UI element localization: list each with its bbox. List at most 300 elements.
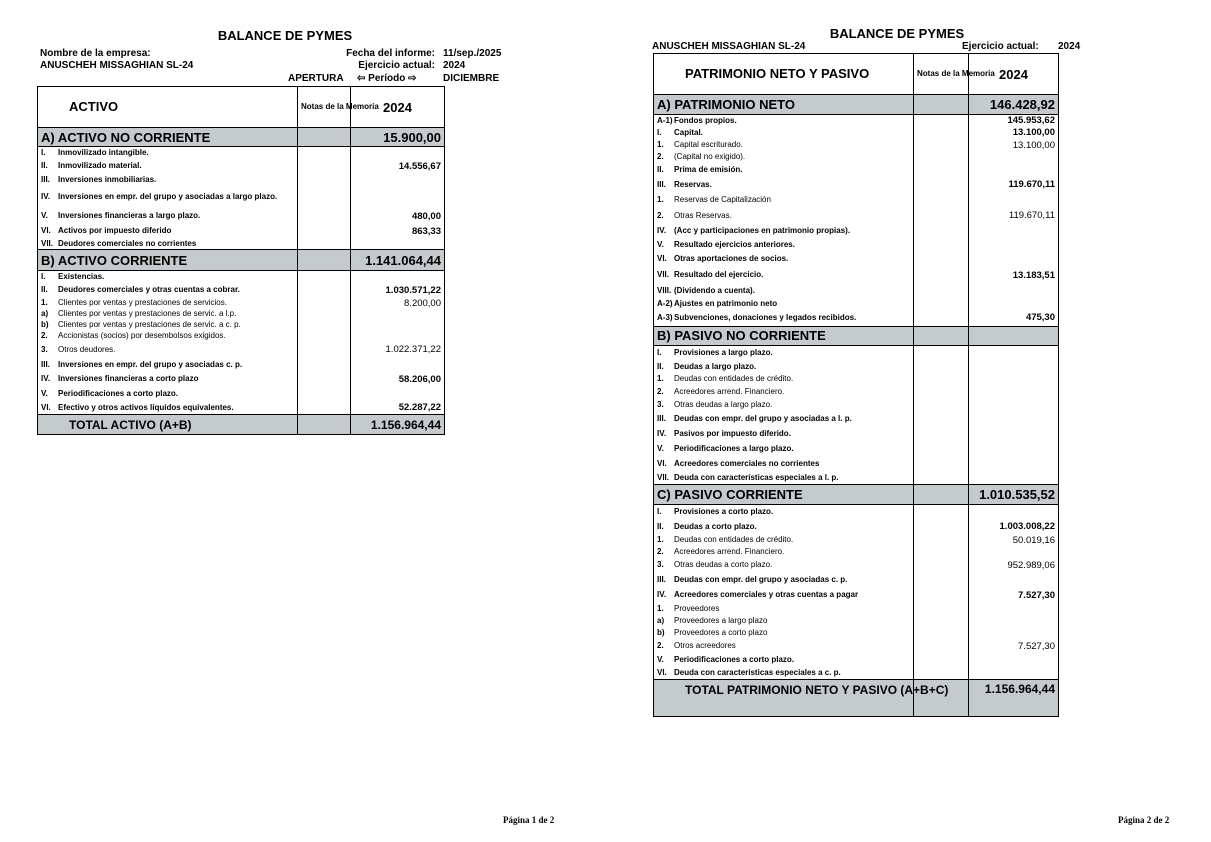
table-row [654,471,1059,484]
notes-cell [298,209,351,224]
notes-cell [914,411,969,426]
notes-cell [298,283,351,298]
notes-cell [914,471,969,484]
fiscal-year-label: Ejercicio actual: [358,60,435,71]
row-value [969,615,1059,627]
row-number: 3. [657,399,664,409]
row-label: Deuda con características especiales a l. p. [674,472,839,482]
row-value [969,193,1059,207]
row-value: 14.556,67 [351,159,445,174]
row-number: VII. [41,239,54,248]
row-number: V. [41,211,48,221]
row-label: Otras aportaciones de socios. [674,254,789,264]
row-number: II. [657,164,664,174]
notes-cell [298,358,351,372]
row-label: (Dividendo a cuenta). [674,285,755,295]
period-to: DICIEMBRE [443,73,500,84]
notes-cell [914,572,969,587]
notes-cell [914,456,969,471]
section-value: 15.900,00 [351,128,445,147]
table-row [654,385,1059,398]
table-row [654,587,1059,603]
table-row [654,126,1059,139]
row-number: IV. [657,226,667,236]
table-row [654,627,1059,639]
table-row [654,224,1059,238]
notes-cell [914,207,969,224]
table-row [38,331,445,342]
table-row [654,238,1059,252]
row-label: Accionistas (socios) por desembolsos exigidos. [58,331,226,341]
table-row [654,546,1059,558]
row-label: Inversiones en empr. del grupo y asociadas c. p. [58,359,243,369]
row-number: VI. [657,668,667,677]
period-from: APERTURA [288,73,344,84]
page-1 [0,0,600,842]
row-label: Resultado del ejercicio. [674,270,764,280]
notes-cell [298,224,351,239]
row-value [969,627,1059,639]
table-row [654,310,1059,326]
row-value [969,360,1059,373]
table-row [654,398,1059,411]
notes-cell [914,426,969,441]
row-value [969,441,1059,456]
table-row [38,358,445,372]
row-number: I. [657,127,662,137]
row-label: Provisiones a corto plazo. [674,507,774,516]
row-value [969,653,1059,667]
table-row [654,519,1059,534]
row-value: 1.003.008,22 [969,519,1059,534]
notes-cell [914,266,969,284]
table-row [654,534,1059,546]
company-name: ANUSCHEH MISSAGHIAN SL-24 [652,41,806,52]
section-label: A) PATRIMONIO NETO [654,95,914,115]
notes-cell [914,546,969,558]
table-row [654,456,1059,471]
row-value [351,309,445,320]
report-date-label: Fecha del informe: [346,48,435,59]
row-label: Periodificaciones a largo plazo. [674,443,794,453]
table-row [38,309,445,320]
table-row [38,298,445,309]
row-number: V. [657,443,664,453]
row-label: Proveedores a corto plazo [674,628,768,638]
notes-cell [914,639,969,653]
row-label: Acreedores arrend. Financiero. [674,547,785,557]
notes-cell [914,297,969,310]
notes-cell [914,151,969,163]
notes-cell [914,193,969,207]
table-row [654,558,1059,572]
notes-cell [914,385,969,398]
row-number: III. [41,174,50,184]
row-number: 1. [41,298,48,308]
notes-cell [914,252,969,266]
row-number: 2. [657,386,664,396]
page-2 [605,0,1211,842]
row-label: Subvenciones, donaciones y legados recibidos. [674,313,857,322]
notes-cell [914,603,969,615]
patrimonio-title: PATRIMONIO NETO Y PASIVO [685,66,870,81]
row-number: 2. [657,210,664,220]
section-label: B) PASIVO NO CORRIENTE [654,326,914,345]
row-value [969,572,1059,587]
total-value: 1.156.964,44 [351,415,445,435]
notes-cell [914,224,969,238]
row-label: Deudas con empr. del grupo y asociadas c. p. [674,574,848,584]
row-number: A-1) [657,115,673,125]
notes-cell [914,627,969,639]
table-row [654,572,1059,587]
row-label: Fondos propios. [674,115,737,125]
row-label: Prima de emisión. [674,164,743,174]
row-label: Activos por impuesto diferido [58,226,172,236]
table-row [38,283,445,298]
company-name: ANUSCHEH MISSAGHIAN SL-24 [40,60,194,71]
row-number: II. [657,521,664,531]
row-label: Ajustes en patrimonio neto [674,298,778,308]
table-row [654,653,1059,667]
notes-cell [914,126,969,139]
table-row [38,387,445,401]
notes-cell [914,519,969,534]
notes-cell [914,176,969,193]
row-label: (Capital no exigido). [674,152,746,162]
notes-cell [298,271,351,283]
row-number: 1. [657,140,664,150]
row-number: 2. [41,331,48,341]
row-value [351,271,445,283]
row-number: VI. [657,254,667,264]
table-row [654,193,1059,207]
notes-cell [914,398,969,411]
row-value: 58.206,00 [351,372,445,387]
row-value: 863,33 [351,224,445,239]
report-date: 11/sep./2025 [443,48,502,59]
row-number: 2. [657,152,664,162]
notes-cell [298,309,351,320]
table-row [654,441,1059,456]
table-row [38,159,445,174]
row-label: Otros deudores. [58,344,116,354]
row-number: VII. [657,270,670,280]
fiscal-year: 2024 [1058,41,1081,52]
fiscal-year-label: Ejercicio actual: [962,41,1039,52]
row-label: Deudores comerciales y otras cuentas a cobrar. [58,285,240,295]
table-row [38,401,445,415]
row-label: Inmovilizado intangible. [58,148,149,157]
row-value [969,456,1059,471]
row-value [351,387,445,401]
table-row [38,174,445,186]
table-row [654,411,1059,426]
row-value [969,411,1059,426]
row-number: I. [41,272,46,281]
notes-cell [914,615,969,627]
row-value: 52.287,22 [351,401,445,415]
row-value [969,297,1059,310]
row-number: 2. [657,547,664,557]
table-row [654,345,1059,360]
notes-cell [298,342,351,358]
table-row [38,186,445,209]
row-label: Deudas con entidades de crédito. [674,374,794,384]
notes-cell [298,298,351,309]
table-row [654,284,1059,297]
row-value: 1.022.371,22 [351,342,445,358]
row-label: Reservas. [674,179,712,189]
notes-cell [914,238,969,252]
page-title: BALANCE DE PYMES [217,28,353,43]
row-label: Proveedores a largo plazo [674,616,768,626]
activo-title: ACTIVO [69,99,119,114]
row-number: V. [657,655,664,665]
row-number: VI. [41,402,51,412]
row-number: III. [657,179,666,189]
table-row [654,639,1059,653]
row-number: I. [657,507,662,516]
row-value: 1.030.571,22 [351,283,445,298]
row-number: a) [41,309,49,319]
row-label: Inmovilizado material. [58,161,142,171]
notes-cell [914,534,969,546]
table-row [654,252,1059,266]
notes-cell [914,284,969,297]
year-header: 2024 [999,66,1028,82]
row-value [969,163,1059,176]
row-number: VI. [41,226,51,236]
notes-cell [914,504,969,519]
section-value: 1.141.064,44 [351,250,445,271]
row-number: 1. [657,535,664,545]
section-value: 146.428,92 [969,95,1059,115]
page-footer: Página 1 de 2 [503,815,555,825]
row-label: Acreedores comerciales y otras cuentas a pagar [674,590,859,600]
row-number: 3. [41,344,48,354]
row-number: I. [657,348,662,357]
row-value [969,667,1059,679]
notes-cell [914,345,969,360]
row-value [969,603,1059,615]
row-label: Inversiones financieras a largo plazo. [58,211,201,221]
row-value: 8.200,00 [351,298,445,309]
table-row [654,373,1059,385]
row-label: Deudas con empr. del grupo y asociadas a l. p. [674,413,852,423]
row-value [969,504,1059,519]
row-number: III. [657,574,666,584]
table-row [654,115,1059,127]
row-value [351,331,445,342]
row-label: Otras deudas a largo plazo. [674,399,773,409]
row-number: VIII. [657,285,672,295]
row-value: 7.527,30 [969,639,1059,653]
row-label: Periodificaciones a corto plazo. [674,655,795,665]
row-value [969,252,1059,266]
row-value [969,373,1059,385]
notes-cell [298,239,351,250]
notes-cell [298,174,351,186]
row-label: Acreedores comerciales no corrientes [674,458,820,468]
row-number: III. [41,359,50,369]
row-value [351,358,445,372]
row-label: Deudas a corto plazo. [674,521,757,531]
period-label: ⇦ Período ⇨ [357,73,417,84]
row-label: Resultado ejercicios anteriores. [674,240,795,250]
total-value: 1.156.964,44 [969,679,1059,716]
row-label: Deudores comerciales no corrientes [58,239,197,248]
activo-table [37,86,445,435]
row-value [969,398,1059,411]
table-row [654,426,1059,441]
row-number: IV. [41,192,51,202]
row-number: VII. [657,472,670,482]
table-row [38,147,445,159]
row-value: 475,30 [969,310,1059,326]
row-label: Clientes por ventas y prestaciones de servicios. [58,298,227,308]
section-value: 1.010.535,52 [969,484,1059,504]
table-row [38,224,445,239]
fiscal-year: 2024 [443,60,466,71]
row-label: Capital escriturado. [674,140,743,150]
table-row [654,504,1059,519]
row-value: 145.953,62 [969,115,1059,127]
row-number: 1. [657,604,664,614]
row-number: 3. [657,560,664,570]
row-value [969,385,1059,398]
row-label: Existencias. [58,272,105,281]
row-value: 7.527,30 [969,587,1059,603]
row-value [969,471,1059,484]
row-number: II. [41,285,48,295]
notes-cell [914,373,969,385]
table-row [654,163,1059,176]
page-footer: Página 2 de 2 [1118,815,1170,825]
table-row [654,176,1059,193]
table-row [654,667,1059,679]
notes-cell [914,310,969,326]
row-label: Periodificaciones a corto plazo. [58,388,179,398]
section-label: B) ACTIVO CORRIENTE [38,250,298,271]
table-row [654,139,1059,151]
row-label: Reservas de Capitalización [674,195,771,205]
table-row [654,603,1059,615]
row-label: Efectivo y otros activos líquidos equivalentes. [58,402,234,412]
table-row [654,360,1059,373]
row-number: IV. [657,428,667,438]
row-value [351,147,445,159]
row-number: IV. [41,374,51,384]
notes-cell [914,360,969,373]
row-number: I. [41,148,46,157]
notes-header: Notas de la Memoria [301,102,379,111]
row-number: II. [657,361,664,371]
row-number: b) [657,628,665,638]
row-label: Deuda con características especiales a c. p. [674,668,841,677]
row-label: Inversiones financieras a corto plazo [58,374,199,384]
notes-cell [298,186,351,209]
row-number: 1. [657,374,664,384]
row-label: Provisiones a largo plazo. [674,348,773,357]
notes-cell [914,667,969,679]
notes-cell [298,159,351,174]
notes-cell [298,401,351,415]
row-number: b) [41,320,49,330]
patrimonio-table [653,53,1059,717]
table-row [38,271,445,283]
year-header: 2024 [383,99,412,115]
row-value: 13.100,00 [969,126,1059,139]
row-number: A-2) [657,298,673,308]
notes-cell [298,331,351,342]
row-value [969,284,1059,297]
notes-cell [914,558,969,572]
row-value [969,151,1059,163]
row-number: a) [657,616,665,626]
table-row [654,297,1059,310]
row-number: A-3) [657,313,673,322]
row-label: Clientes por ventas y prestaciones de servic. a c. p. [58,320,241,330]
notes-cell [298,147,351,159]
page-title: BALANCE DE PYMES [829,26,965,41]
table-row [38,342,445,358]
row-value [351,174,445,186]
row-value [351,239,445,250]
notes-cell [298,320,351,331]
row-value [969,238,1059,252]
row-label: Otros acreedores [674,641,736,651]
row-value [969,224,1059,238]
row-number: IV. [657,590,667,600]
row-label: Otras deudas a corto plazo. [674,560,773,570]
table-row [38,372,445,387]
table-row [654,266,1059,284]
table-row [654,207,1059,224]
row-number: V. [41,388,48,398]
table-row [38,209,445,224]
notes-cell [914,163,969,176]
section-label: C) PASIVO CORRIENTE [654,484,914,504]
row-value: 952.989,06 [969,558,1059,572]
table-row [654,615,1059,627]
row-label: Clientes por ventas y prestaciones de servic. a l.p. [58,309,237,319]
notes-cell [914,587,969,603]
row-value: 119.670,11 [969,176,1059,193]
row-value [351,320,445,331]
row-number: 2. [657,641,664,651]
row-number: VI. [657,458,667,468]
row-label: Inversiones inmobiliarias. [58,174,157,184]
section-value [969,326,1059,345]
notes-cell [298,387,351,401]
row-value [969,345,1059,360]
row-number: III. [657,413,666,423]
row-number: V. [657,240,664,250]
notes-cell [914,139,969,151]
notes-cell [914,115,969,127]
table-row [38,239,445,250]
row-label: (Acc y participaciones en patrimonio propias). [674,226,851,236]
section-label: A) ACTIVO NO CORRIENTE [38,128,298,147]
notes-cell [298,372,351,387]
row-label: Deudas con entidades de crédito. [674,535,794,545]
row-label: Capital. [674,127,703,137]
row-value: 13.100,00 [969,139,1059,151]
row-label: Acreedores arrend. Financiero. [674,386,785,396]
company-label: Nombre de la empresa: [40,48,151,59]
row-value: 50.019,16 [969,534,1059,546]
